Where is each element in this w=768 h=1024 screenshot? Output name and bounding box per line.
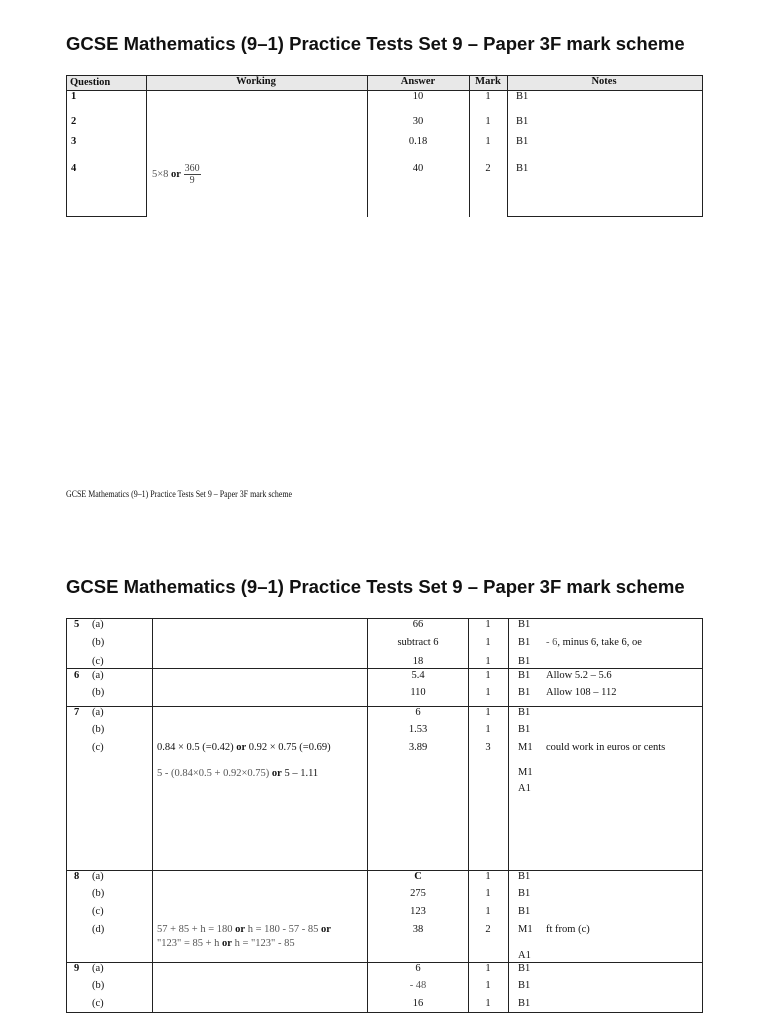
- question-number: 5: [74, 619, 80, 630]
- question-part: (b): [92, 724, 105, 735]
- mark-code: B1: [518, 619, 531, 630]
- answer: subtract 6: [397, 637, 439, 648]
- mark-code: B1: [518, 963, 531, 974]
- question-part: (c): [92, 906, 104, 917]
- working-expression: 5 – 1.11: [284, 768, 319, 779]
- question-part: (a): [92, 871, 104, 882]
- mark: 2: [485, 163, 491, 174]
- question-number: 7: [74, 707, 80, 718]
- or-text: or: [171, 169, 181, 180]
- or-text: or: [320, 924, 331, 935]
- mark: 1: [485, 888, 491, 899]
- answer: 275: [410, 888, 426, 899]
- question-part: (a): [92, 963, 104, 974]
- question-number: 1: [71, 91, 77, 102]
- header-answer: Answer: [400, 76, 436, 87]
- page-title: GCSE Mathematics (9–1) Practice Tests Set 9 – Paper 3F mark scheme: [66, 33, 685, 54]
- answer: 30: [412, 116, 424, 127]
- or-text: or: [271, 768, 282, 779]
- mark-code: A1: [518, 950, 531, 961]
- question-number: 2: [71, 116, 77, 127]
- working: [157, 938, 295, 950]
- question-part: (b): [92, 687, 105, 698]
- page-footer: GCSE Mathematics (9–1) Practice Tests Set 9 – Paper 3F mark scheme: [66, 489, 293, 499]
- question-number: 4: [71, 163, 77, 174]
- or-text: or: [236, 742, 247, 753]
- mark: 1: [485, 687, 491, 698]
- note: ft from (c): [546, 924, 590, 935]
- mark-code: M1: [518, 767, 533, 778]
- question-number: 6: [74, 670, 80, 681]
- answer: 0.18: [408, 136, 428, 147]
- mark: 1: [485, 619, 491, 630]
- answer: 5.4: [411, 670, 425, 681]
- mark: 1: [485, 724, 491, 735]
- answer: 110: [410, 687, 426, 698]
- mark-code: B1: [518, 871, 531, 882]
- question-part: (b): [92, 888, 105, 899]
- question-part: (c): [92, 656, 104, 667]
- header-question: Question: [70, 77, 111, 88]
- working-expression: 0.92 × 0.75 (=0.69): [248, 742, 331, 753]
- question-part: (d): [92, 924, 105, 935]
- mark-code: M1: [518, 742, 533, 753]
- mark: 1: [485, 91, 491, 102]
- working-expression: 5×8: [152, 169, 169, 180]
- answer: - 48: [409, 980, 427, 991]
- mark: 2: [485, 924, 491, 935]
- answer: 10: [412, 91, 424, 102]
- working-expression: "123" = 85 + h: [157, 938, 220, 949]
- mark-code: B1: [518, 707, 531, 718]
- mark-code: B1: [518, 888, 531, 899]
- question-number: 8: [74, 871, 80, 882]
- question-part: (c): [92, 998, 104, 1009]
- mark: 1: [485, 963, 491, 974]
- answer: 1.53: [408, 724, 428, 735]
- working: [157, 924, 331, 936]
- mark-code: B1: [516, 136, 529, 147]
- mark: 1: [485, 116, 491, 127]
- working: [157, 768, 318, 780]
- or-text: or: [222, 938, 232, 949]
- mark: 1: [485, 998, 491, 1009]
- answer: 38: [412, 924, 424, 935]
- mark-code: B1: [518, 906, 531, 917]
- answer: 16: [412, 998, 424, 1009]
- mark: 1: [485, 670, 491, 681]
- mark: 1: [485, 637, 491, 648]
- note: [546, 637, 642, 649]
- mark: 1: [485, 871, 491, 882]
- mark-code: B1: [518, 670, 531, 681]
- question-part: (b): [92, 637, 105, 648]
- mark-code: B1: [516, 116, 529, 127]
- mark-code: B1: [518, 724, 531, 735]
- answer: 3.89: [408, 742, 428, 753]
- header-working: Working: [236, 76, 276, 87]
- working-expression: h = "123" - 85: [234, 938, 295, 949]
- mark: 1: [485, 707, 491, 718]
- answer: 6: [415, 707, 421, 718]
- mark-code: A1: [518, 783, 531, 794]
- question-part: (b): [92, 980, 105, 991]
- mark: 1: [485, 980, 491, 991]
- question-part: (a): [92, 670, 104, 681]
- answer: 6: [415, 963, 421, 974]
- note: could work in euros or cents: [546, 742, 666, 753]
- mark-code: B1: [518, 687, 531, 698]
- mark-code: B1: [516, 91, 529, 102]
- note: Allow 5.2 – 5.6: [546, 670, 612, 681]
- fraction-denominator: 9: [189, 175, 195, 187]
- note-math: - 6: [546, 637, 558, 648]
- question-part: (c): [92, 742, 104, 753]
- question-part: (a): [92, 707, 104, 718]
- mark: 1: [485, 906, 491, 917]
- answer: C: [414, 871, 422, 882]
- page-title-2: GCSE Mathematics (9–1) Practice Tests Set 9 – Paper 3F mark scheme: [66, 576, 685, 597]
- mark: 1: [485, 136, 491, 147]
- header-notes: Notes: [591, 76, 617, 87]
- mark-code: B1: [518, 998, 531, 1009]
- mark-code: M1: [518, 924, 533, 935]
- note: Allow 108 – 112: [546, 687, 617, 698]
- mark-code: B1: [516, 163, 529, 174]
- mark-code: B1: [518, 980, 531, 991]
- question-number: 3: [71, 136, 77, 147]
- answer: 40: [412, 163, 424, 174]
- mark: 1: [485, 656, 491, 667]
- mark-code: B1: [518, 637, 531, 648]
- fraction-numerator: 360: [184, 163, 200, 175]
- working-expression: h = 180 - 57 - 85: [247, 924, 319, 935]
- mark-code: B1: [518, 656, 531, 667]
- working-expression: 5 - (0.84×0.5 + 0.92×0.75): [157, 768, 270, 779]
- header-mark: Mark: [475, 76, 501, 87]
- working: [157, 742, 331, 754]
- note-text: , minus 6, take 6, oe: [557, 637, 642, 648]
- answer: 123: [410, 906, 426, 917]
- question-number: 9: [74, 963, 80, 974]
- or-text: or: [235, 924, 246, 935]
- question-part: (a): [92, 619, 104, 630]
- answer: 66: [412, 619, 424, 630]
- mark: 3: [485, 742, 491, 753]
- working-expression: 0.84 × 0.5 (=0.42): [157, 742, 234, 753]
- working-expression: 57 + 85 + h = 180: [157, 924, 233, 935]
- answer: 18: [412, 656, 424, 667]
